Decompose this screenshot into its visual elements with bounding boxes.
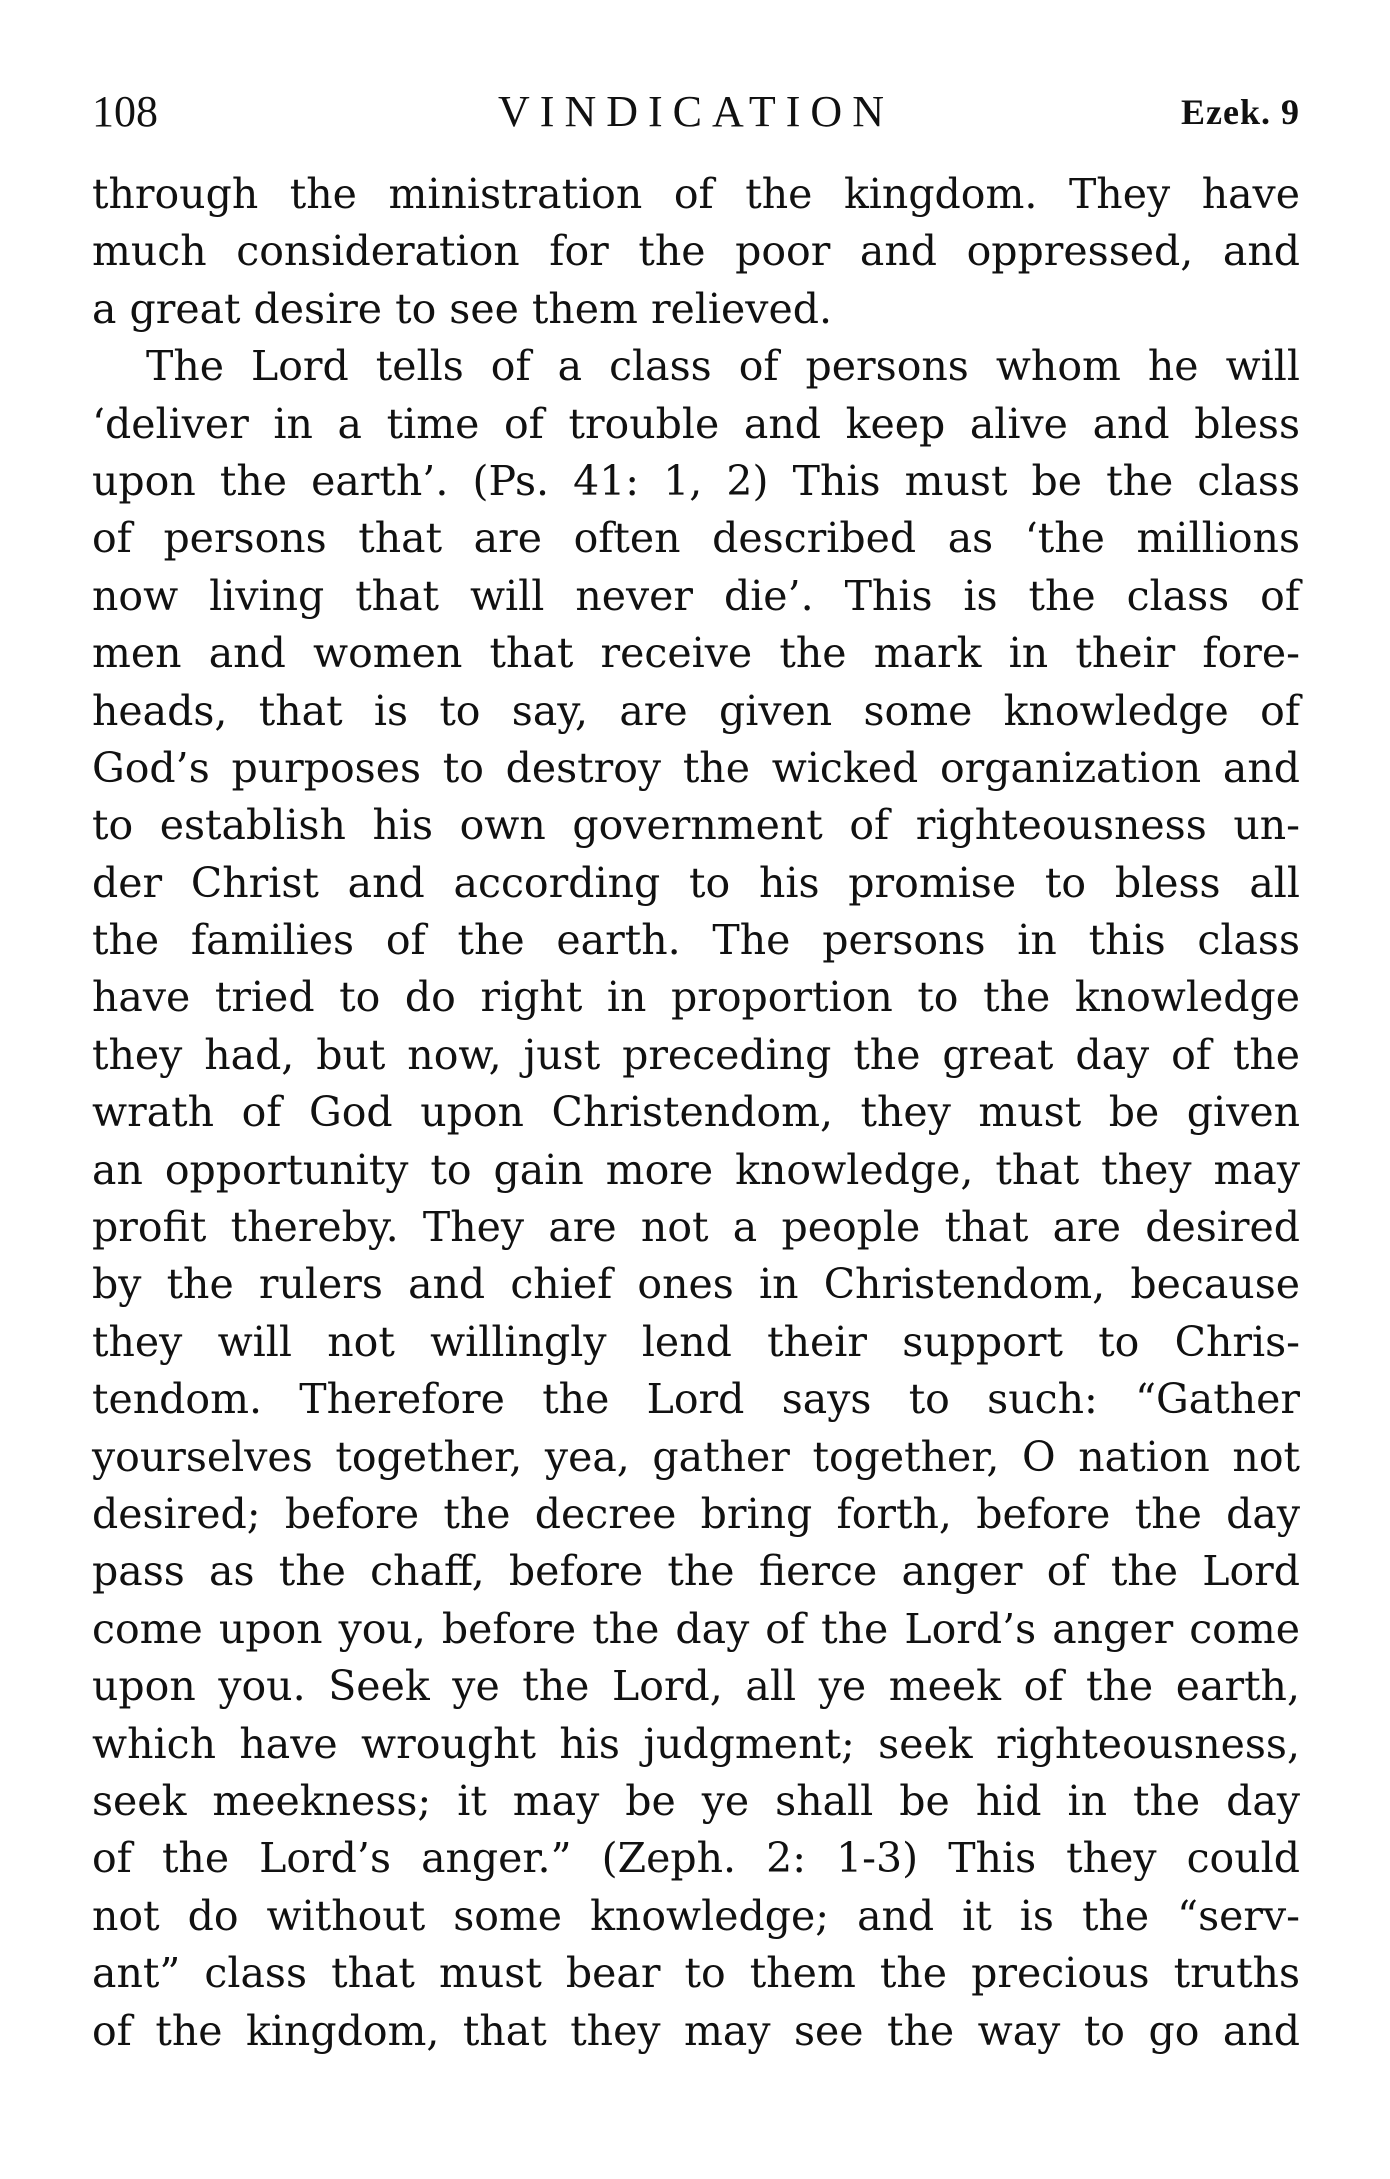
text-line: they will not willingly lend their support to Chris-: [92, 1317, 1300, 1366]
text-line: through the ministration of the kingdom. They have: [92, 170, 1300, 218]
text-line: much consideration for the poor and oppressed, and: [92, 227, 1300, 276]
text-line: of the kingdom, that they may see the way to go and: [92, 2006, 1300, 2055]
text-line: upon you. Seek ye the Lord, all ye meek of the earth,: [92, 1662, 1300, 1711]
text-line: The Lord tells of a class of persons whom he will: [146, 342, 1300, 391]
text-line: by the rulers and chief ones in Christendom, because: [92, 1260, 1300, 1309]
text-line: now living that will never die’. This is the class of: [92, 571, 1300, 620]
text-line: profit thereby. They are not a people that are desired: [92, 1203, 1300, 1252]
book-page: [92, 82, 1300, 2060]
page-number: 108: [92, 87, 158, 136]
running-header: [92, 82, 1300, 142]
text-line: to establish his own government of righteousness un-: [92, 801, 1300, 850]
text-line: have tried to do right in proportion to the knowledge: [92, 973, 1300, 1022]
text-line: come upon you, before the day of the Lord’s anger come: [92, 1604, 1300, 1653]
text-line: men and women that receive the mark in their fore-: [92, 629, 1300, 678]
text-line: of the Lord’s anger.” (Zeph. 2: 1-3) This they could: [92, 1834, 1300, 1883]
text-line: upon the earth’. (Ps. 41: 1, 2) This must be the class: [92, 456, 1300, 505]
text-line: they had, but now, just preceding the great day of the: [92, 1030, 1300, 1079]
text-line: ant” class that must bear to them the precious truths: [92, 1949, 1300, 1998]
text-line: God’s purposes to destroy the wicked organization and: [92, 743, 1300, 792]
chapter-reference: Ezek. 9: [1181, 92, 1300, 132]
text-line: yourselves together, yea, gather together, O nation not: [92, 1432, 1300, 1481]
text-line: ‘deliver in a time of trouble and keep alive and bless: [92, 399, 1300, 448]
text-line: wrath of God upon Christendom, they must be given: [92, 1088, 1300, 1137]
text-line: seek meekness; it may be ye shall be hid in the day: [92, 1776, 1300, 1825]
text-line: not do without some knowledge; and it is the “serv-: [92, 1891, 1300, 1940]
body-text: [92, 166, 1300, 2060]
text-line: a great desire to see them relieved.: [92, 284, 833, 333]
text-line: an opportunity to gain more knowledge, that they may: [92, 1145, 1300, 1194]
running-title: VINDICATION: [498, 87, 894, 136]
text-line: the families of the earth. The persons in this class: [92, 916, 1300, 965]
text-line: tendom. Therefore the Lord says to such: “Gather: [92, 1375, 1300, 1424]
text-line: pass as the chaff, before the fierce anger of the Lord: [92, 1547, 1300, 1596]
text-line: der Christ and according to his promise to bless all: [92, 858, 1300, 907]
text-line: desired; before the decree bring forth, before the day: [92, 1489, 1300, 1538]
text-line: of persons that are often described as ‘the millions: [92, 514, 1300, 563]
text-line: which have wrought his judgment; seek righteousness,: [92, 1719, 1300, 1768]
text-line: heads, that is to say, are given some knowledge of: [92, 686, 1300, 735]
